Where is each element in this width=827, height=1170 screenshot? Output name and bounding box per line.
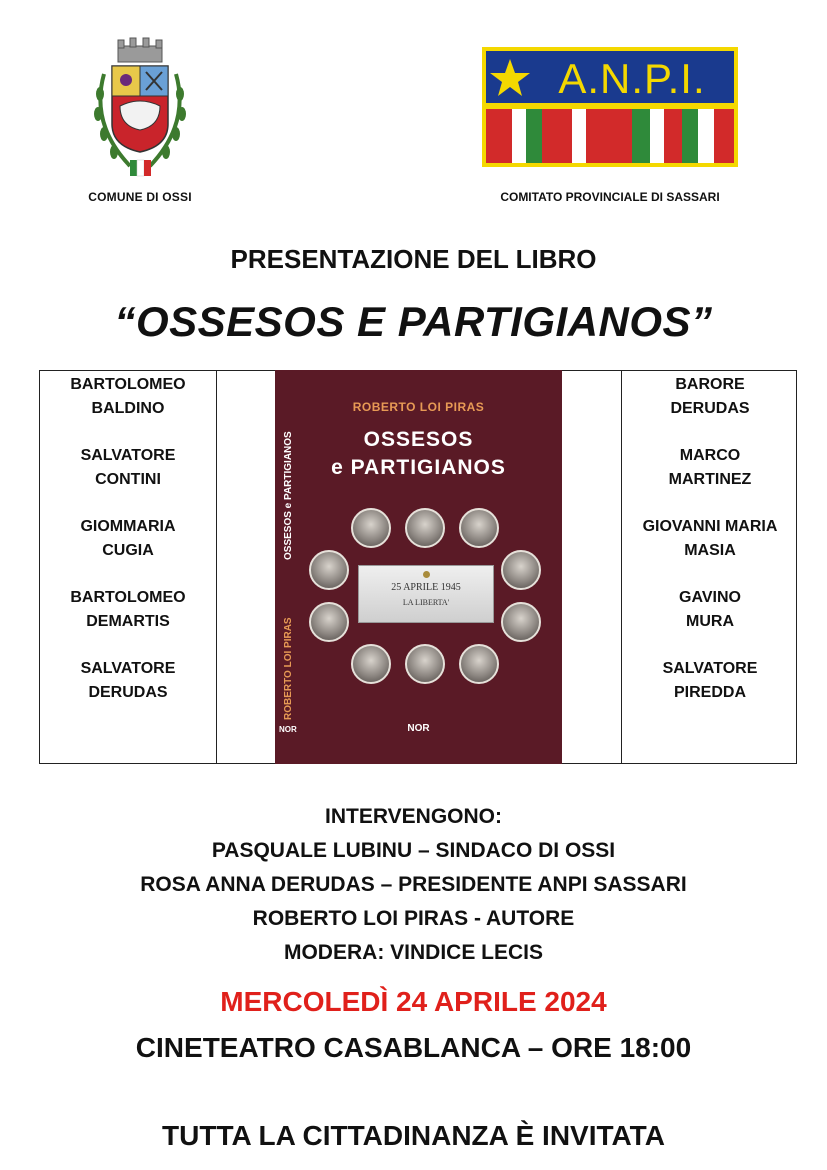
- cover-title-line1: OSSESOS: [363, 428, 474, 451]
- names-right-column: [621, 371, 798, 763]
- cover-publisher: NOR: [407, 723, 430, 734]
- name-entry: GIOMMARIA CUGIA: [80, 518, 176, 559]
- portrait-photo: [405, 644, 445, 684]
- names-left-column: [40, 371, 217, 763]
- plaque-text: LA LIBERTA': [402, 598, 450, 607]
- portrait-photo: [501, 602, 541, 642]
- portrait-photo: [351, 644, 391, 684]
- name-entry: GAVINO MURA: [679, 589, 741, 630]
- speakers-heading: INTERVENGONO:: [325, 805, 502, 828]
- speaker-line: ROSA ANNA DERUDAS – PRESIDENTE ANPI SASSARI: [140, 873, 687, 896]
- cover-spine-publisher: NOR: [279, 725, 297, 734]
- plaque-date: 25 APRILE 1945: [391, 582, 461, 593]
- name-entry: SALVATORE PIREDDA: [662, 660, 758, 701]
- name-entry: BARTOLOMEO DEMARTIS: [70, 589, 186, 630]
- speaker-line: PASQUALE LUBINU – SINDACO DI OSSI: [211, 839, 616, 862]
- cover-title-line2: e PARTIGIANOS: [331, 456, 506, 479]
- portrait-photo: [309, 550, 349, 590]
- name-entry: BARORE DERUDAS: [670, 376, 750, 417]
- portrait-photo: [405, 508, 445, 548]
- portrait-photo: [459, 508, 499, 548]
- cover-author: ROBERTO LOI PIRAS: [352, 400, 485, 414]
- speaker-line: ROBERTO LOI PIRAS - AUTORE: [252, 907, 575, 930]
- anpi-logo: [482, 47, 738, 167]
- cover-spine-title: OSSESOS e PARTIGIANOS: [283, 431, 294, 560]
- book-title: “OSSESOS E PARTIGIANOS”: [114, 298, 713, 345]
- comune-label: COMUNE DI OSSI: [88, 190, 192, 204]
- name-entry: MARCO MARTINEZ: [668, 447, 752, 488]
- portrait-photo: [459, 644, 499, 684]
- book-cover-image: [275, 370, 562, 764]
- event-heading: PRESENTAZIONE DEL LIBRO: [230, 244, 597, 274]
- event-venue: CINETEATRO CASABLANCA – ORE 18:00: [135, 1032, 692, 1063]
- anpi-label: COMITATO PROVINCIALE DI SASSARI: [500, 190, 720, 204]
- name-entry: SALVATORE CONTINI: [80, 447, 176, 488]
- cover-spine-author: ROBERTO LOI PIRAS: [283, 617, 294, 720]
- invite-text: TUTTA LA CITTADINANZA È INVITATA: [162, 1120, 665, 1151]
- speaker-line: MODERA: VINDICE LECIS: [283, 941, 543, 964]
- cover-plaque: [358, 565, 494, 623]
- plaque-emblem-icon: [423, 571, 430, 578]
- portrait-photo: [501, 550, 541, 590]
- speakers-block: [0, 800, 827, 970]
- portrait-photo: [351, 508, 391, 548]
- portrait-photo: [309, 602, 349, 642]
- name-entry: SALVATORE DERUDAS: [80, 660, 176, 701]
- name-entry: BARTOLOMEO BALDINO: [70, 376, 186, 417]
- name-entry: GIOVANNI MARIA MASIA: [642, 518, 778, 559]
- anpi-logo-text: A.N.P.I.: [558, 55, 706, 102]
- event-date: MERCOLEDÌ 24 APRILE 2024: [220, 986, 607, 1017]
- comune-crest-logo: [80, 34, 200, 184]
